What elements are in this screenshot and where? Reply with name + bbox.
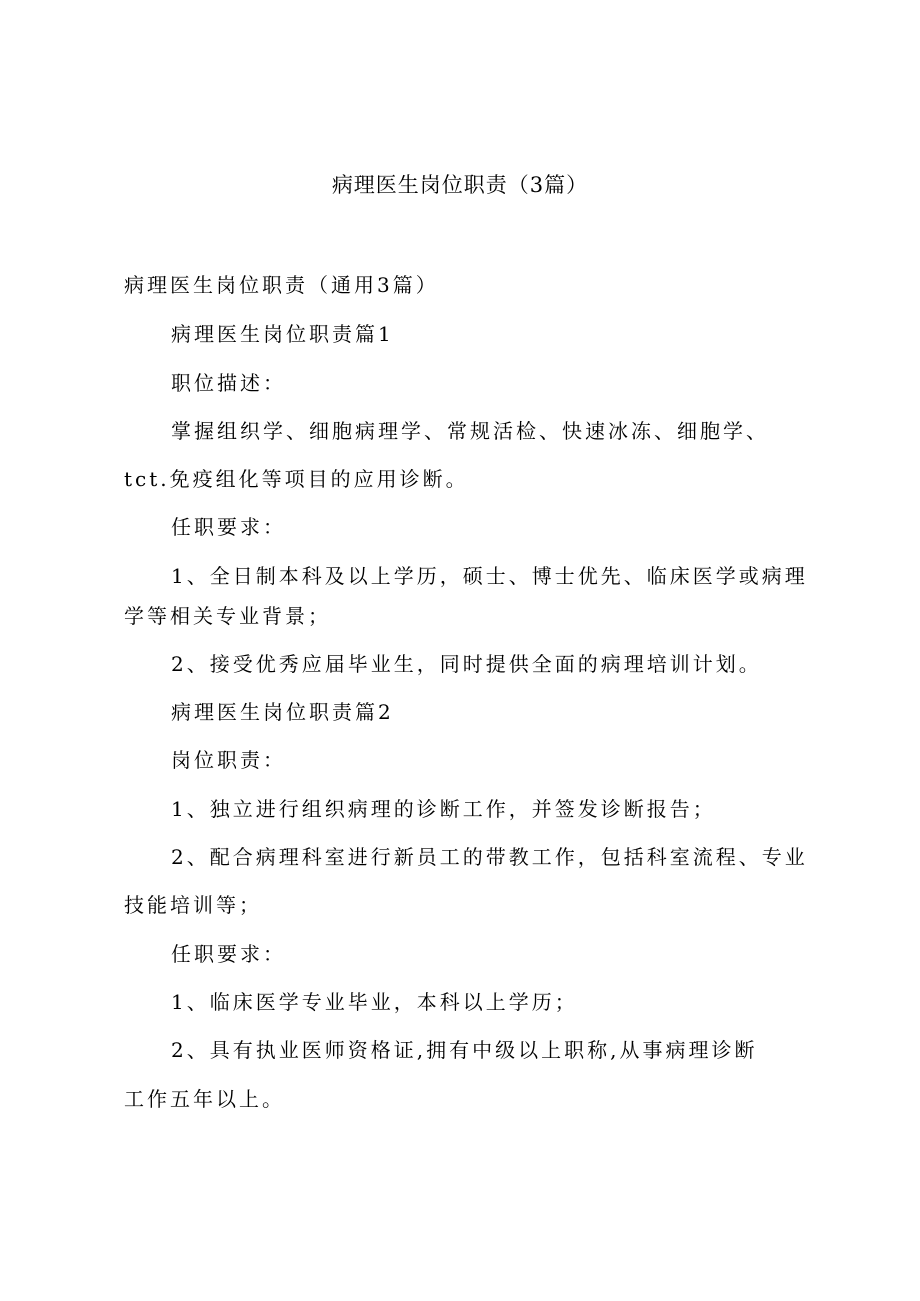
paragraph-line: 工作五年以上。 xyxy=(124,1087,285,1111)
paragraph-line: tct.免疫组化等项目的应用诊断。 xyxy=(124,467,469,491)
document-subtitle: 病理医生岗位职责（通用3篇） xyxy=(124,273,439,297)
paragraph-line: 1、独立进行组织病理的诊断工作，并签发诊断报告； xyxy=(171,797,716,821)
paragraph-line: 技能培训等； xyxy=(124,893,262,917)
section-heading-1: 病理医生岗位职责篇1 xyxy=(171,322,394,346)
paragraph-label: 任职要求： xyxy=(171,515,286,539)
section-heading-2: 病理医生岗位职责篇2 xyxy=(171,700,394,724)
paragraph-line: 1、临床医学专业毕业，本科以上学历； xyxy=(171,990,578,1014)
paragraph-line: 2、具有执业医师资格证,拥有中级以上职称,从事病理诊断 xyxy=(171,1038,758,1062)
paragraph-line: 2、接受优秀应届毕业生，同时提供全面的病理培训计划。 xyxy=(171,652,762,676)
paragraph-line: 1、全日制本科及以上学历，硕士、博士优先、临床医学或病理 xyxy=(171,564,808,588)
paragraph-line: 掌握组织学、细胞病理学、常规活检、快速冰冻、细胞学、 xyxy=(171,419,769,443)
paragraph-line: 2、配合病理科室进行新员工的带教工作，包括科室流程、专业 xyxy=(171,845,808,869)
paragraph-label: 任职要求： xyxy=(171,942,286,966)
paragraph-label: 职位描述： xyxy=(171,371,286,395)
paragraph-line: 学等相关专业背景； xyxy=(124,604,331,628)
paragraph-label: 岗位职责： xyxy=(171,748,286,772)
document-title: 病理医生岗位职责（3篇） xyxy=(331,173,589,197)
